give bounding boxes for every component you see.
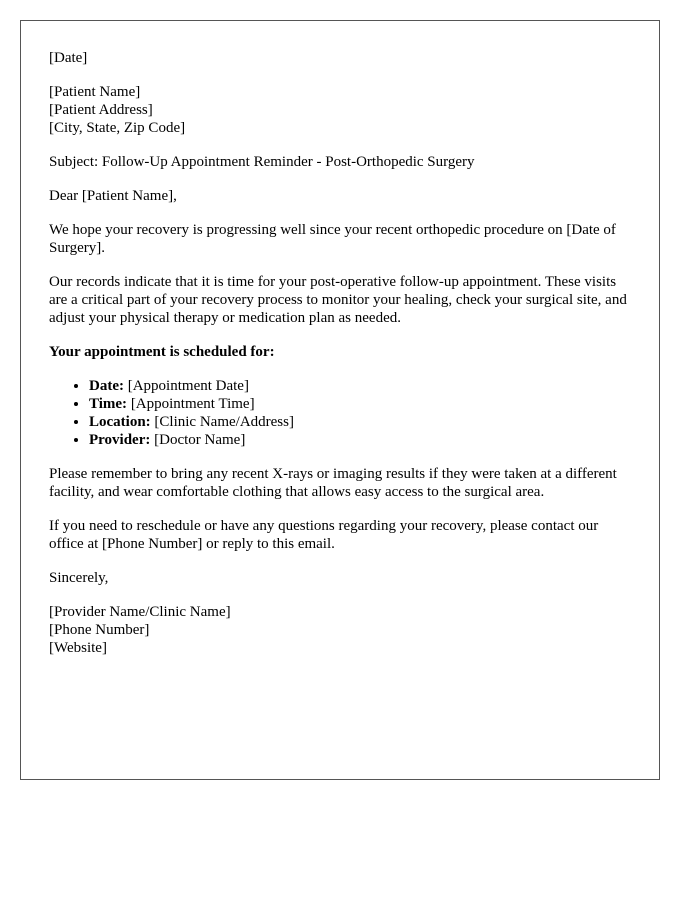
detail-value: [Clinic Name/Address] bbox=[154, 414, 294, 430]
signature-block bbox=[49, 603, 631, 657]
detail-value: [Appointment Date] bbox=[127, 378, 249, 394]
appointment-detail-date bbox=[89, 377, 631, 395]
appointment-detail-time bbox=[89, 395, 631, 413]
letter-salutation: Dear [Patient Name], bbox=[49, 188, 177, 204]
detail-label: Date: bbox=[89, 378, 124, 394]
letter-date: [Date] bbox=[49, 50, 88, 66]
appointment-detail-provider bbox=[89, 431, 631, 449]
letter-paragraph-intro: We hope your recovery is progressing well since your recent orthopedic procedure on [Date of Surgery]. bbox=[49, 222, 616, 256]
letter-paragraph-contact: If you need to reschedule or have any questions regarding your recovery, please contact our office at [Phone Number] or reply to this email. bbox=[49, 518, 599, 552]
letter-subject: Subject: Follow-Up Appointment Reminder - Post-Orthopedic Surgery bbox=[49, 154, 475, 170]
appointment-heading: Your appointment is scheduled for: bbox=[49, 344, 275, 360]
letter-paragraph-reminder: Please remember to bring any recent X-rays or imaging results if they were taken at a different facility, and wear comfortable clothing that allows easy access to the surgical area. bbox=[49, 466, 617, 500]
letter-paragraph-records: Our records indicate that it is time for your post-operative follow-up appointment. These visits are a critical part of your recovery process to monitor your healing, check your surgical site, and adjust your physical therapy or medication plan as needed. bbox=[49, 274, 627, 326]
detail-label: Location: bbox=[89, 414, 151, 430]
signature-website: [Website] bbox=[49, 640, 107, 656]
letter-closing: Sincerely, bbox=[49, 570, 109, 586]
detail-value: [Appointment Time] bbox=[130, 396, 255, 412]
recipient-name: [Patient Name] bbox=[49, 84, 141, 100]
recipient-address-block bbox=[49, 83, 631, 137]
recipient-city-state-zip: [City, State, Zip Code] bbox=[49, 120, 186, 136]
recipient-address: [Patient Address] bbox=[49, 102, 153, 118]
detail-label: Provider: bbox=[89, 432, 151, 448]
letter-page bbox=[20, 20, 660, 780]
detail-label: Time: bbox=[89, 396, 128, 412]
appointment-detail-location bbox=[89, 413, 631, 431]
signature-provider: [Provider Name/Clinic Name] bbox=[49, 604, 231, 620]
signature-phone: [Phone Number] bbox=[49, 622, 150, 638]
appointment-details-list bbox=[49, 377, 631, 449]
detail-value: [Doctor Name] bbox=[154, 432, 246, 448]
